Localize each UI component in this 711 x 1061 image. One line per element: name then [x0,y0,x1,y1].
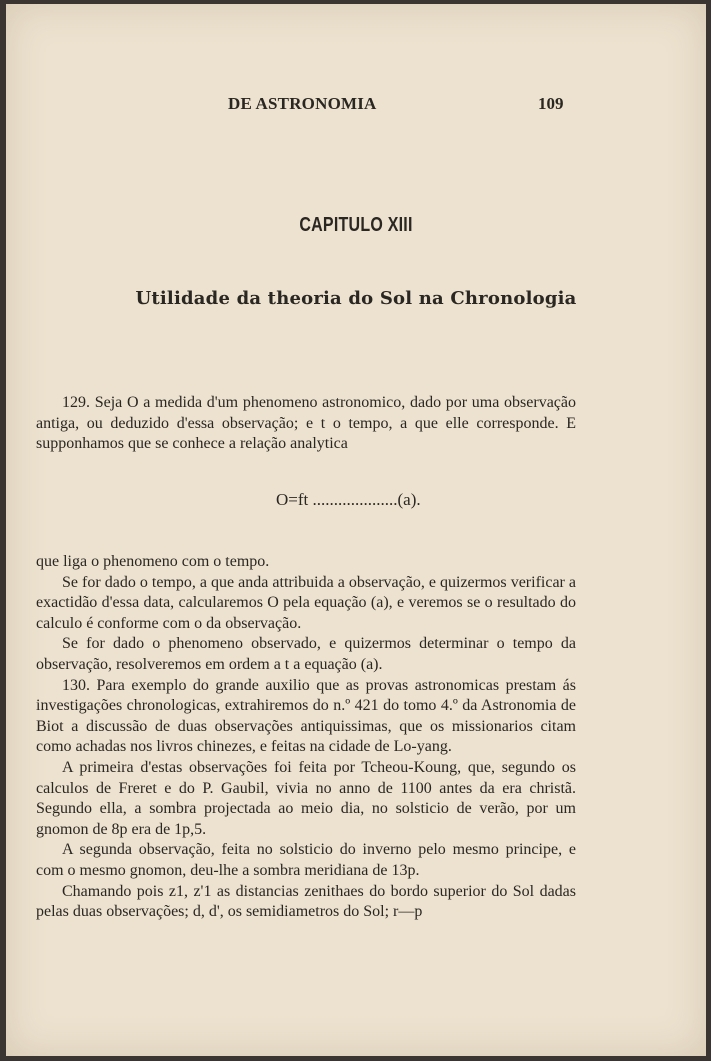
formula: O=ft ....................(a). [276,490,421,509]
chapter-heading: CAPITULO XIII [299,214,413,236]
paragraph: A primeira d'estas observações foi feita por Tcheou-Koung, que, segundo os calculos de Freret e do P. Gaubil, vivia no anno de 1100 antes da era christã. Segundo ella, a sombra projectada ao meio dia, no solsticio de verão, por um gnomon de 8p era de 1p,5. [36,758,576,838]
chapter-title: Utilidade da theoria do Sol na Chronologia [135,288,577,309]
paragraph: Se for dado o phenomeno observado, e quizermos determinar o tempo da observação, resolveremos em ordem a t a equação (a). [36,635,576,673]
running-title: DE ASTRONOMIA [228,94,377,113]
paragraph-129 [36,393,576,455]
paragraph-number: 130. [62,676,90,694]
paragraph-number: 129. [62,394,90,411]
running-header [6,94,706,118]
paragraph-130-body: Para exemplo do grande auxilio que as provas astronomicas prestam ás investigações chronologicas, extrahiremos do n.º 421 do tomo 4.º da Astronomia de Biot a discussão de duas observações antiquissimas, que os missionarios citam como achadas nos livros chinezes, e feitas na cidade de Lo-yang. [36,676,577,756]
paragraph-129-body: Seja O a medida d'um phenomeno astronomico, dado por uma observação antiga, ou deduzido d'essa observação; e t o tempo, a que elle corresponde. E supponhamos que se conhece a relação analytica [36,394,576,453]
main-text [36,552,576,923]
paragraph: Chamando pois z1, z'1 as distancias zenithaes do bordo superior do Sol dadas pelas duas observações; d, d', os semidiametros do Sol; r—p [36,882,576,921]
book-page [6,4,706,1056]
paragraph-130 [36,676,576,758]
page-number: 109 [538,94,564,113]
paragraph: Se for dado o tempo, a que anda attribuida a observação, e quizermos verificar a exactidão d'essa data, calcularemos O pela equação (a), e veremos se o resultado do calculo é conforme com o da observação. [36,573,576,632]
paragraph-129-text [36,393,576,455]
paragraph: A segunda observação, feita no solsticio do inverno pelo mesmo principe, e com o mesmo gnomon, deu-lhe a sombra meridiana de 13p. [36,841,576,879]
continuation-line: que liga o phenomeno com o tempo. [36,553,270,570]
